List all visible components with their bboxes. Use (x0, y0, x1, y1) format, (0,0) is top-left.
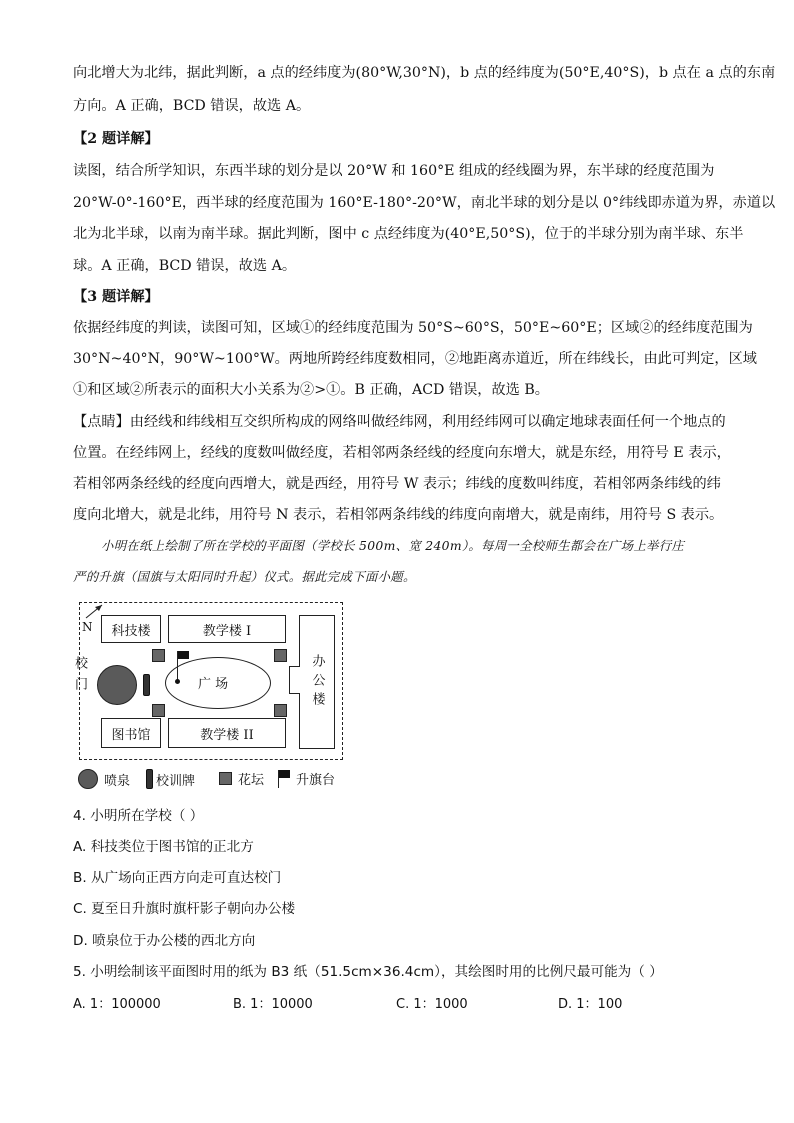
library-building (101, 718, 161, 748)
question-5-option-a: A. 1：100000 (73, 997, 161, 1012)
legend-motto-board (146, 769, 195, 789)
question-5-option-b: B. 1：10000 (233, 997, 313, 1012)
flag-icon (178, 651, 189, 659)
motto-board (143, 674, 150, 696)
fountain-legend-icon (78, 769, 98, 789)
legend-label: 喷泉 (104, 773, 131, 789)
question-4-option-d: D. 喷泉位于办公楼的西北方向 (73, 933, 256, 949)
legend-flag-platform (277, 769, 335, 788)
flower-bed-legend-icon (219, 772, 232, 785)
paragraph-line: 度向北增大，就是北纬，用符号 N 表示，若相邻两条纬线的纬度向南增大，就是南纬，用符号 S 表示。 (73, 507, 724, 523)
paragraph-line: 向北增大为北纬，据此判断，a 点的经纬度为(80°W,30°N)，b 点的经纬度为(50°E,40°S)，b 点在 a 点的东南 (73, 65, 776, 81)
teaching-building-1 (168, 615, 286, 643)
north-label: N (82, 620, 93, 634)
legend-fountain (78, 769, 130, 789)
motto-board-legend-icon (146, 769, 153, 789)
tech-building-label: 科技楼 (111, 623, 151, 639)
teaching-building-2 (168, 718, 286, 748)
legend-label: 升旗台 (296, 773, 336, 788)
paragraph-line: 北为北半球，以南为南半球。据此判断，图中 c 点经纬度为(40°E,50°S)，位于的半球分别为南半球、东半 (73, 226, 744, 242)
section-heading: 【2 题详解】 (73, 131, 159, 147)
question-4-stem: 4. 小明所在学校（ ） (73, 808, 204, 824)
question-4-option-a: A. 科技类位于图书馆的正北方 (73, 839, 254, 855)
paragraph-line: ①和区域②所表示的面积大小关系为②>①。B 正确，ACD 错误，故选 B。 (73, 382, 549, 398)
tech-building (101, 615, 161, 643)
library-label: 图书馆 (111, 727, 151, 743)
fountain (97, 665, 137, 705)
paragraph-line: 球。A 正确，BCD 错误，故选 A。 (73, 258, 297, 274)
legend-flower-bed (219, 769, 264, 788)
question-5-option-c: C. 1：1000 (396, 997, 468, 1012)
office-building (299, 615, 335, 749)
intro-line: 小明在纸上绘制了所在学校的平面图（学校长 500m、宽 240m）。每周一全校师生都会在广场上举行庄 (101, 538, 685, 553)
flower-bed (274, 704, 287, 717)
question-5-stem: 5. 小明绘制该平面图时用的纸为 B3 纸（51.5cm×36.4cm），其绘图时用的比例尺最可能为（ ） (73, 964, 663, 980)
school-plan-map (68, 598, 358, 798)
paragraph-line: 【点睛】由经线和纬线相互交织所构成的网络叫做经纬网，利用经纬网可以确定地球表面任何一个地点的 (73, 414, 726, 430)
question-4-option-b: B. 从广场向正西方向走可直达校门 (73, 870, 282, 886)
teaching-building-2-label: 教学楼 II (200, 727, 254, 743)
teaching-building-1-label: 教学楼 I (202, 623, 252, 639)
office-entrance (289, 666, 300, 694)
legend-label: 花坛 (238, 773, 265, 788)
paragraph-line: 20°W-0°-160°E，西半球的经度范围为 160°E-180°-20°W，南北半球的划分是以 0°纬线即赤道为界，赤道以 (73, 195, 776, 211)
intro-line: 严的升旗（国旗与太阳同时升起）仪式。据此完成下面小题。 (73, 569, 416, 584)
paragraph-line: 依据经纬度的判读，读图可知，区域①的经纬度范围为 50°S~60°S，50°E~60°E；区域②的经纬度范围为 (73, 320, 753, 336)
paragraph-line: 若相邻两条经线的经度向西增大，就是西经，用符号 W 表示；纬线的度数叫纬度，若相邻两条纬线的纬 (73, 476, 721, 492)
question-4-option-c: C. 夏至日升旗时旗杆影子朝向办公楼 (73, 901, 296, 917)
flower-bed (152, 649, 165, 662)
question-5-option-d: D. 1：100 (558, 997, 623, 1012)
section-heading: 【3 题详解】 (73, 289, 159, 305)
paragraph-line: 方向。A 正确，BCD 错误，故选 A。 (73, 98, 311, 114)
flag-platform-dot (175, 679, 180, 684)
paragraph-line: 30°N~40°N，90°W~100°W。两地所跨经纬度数相同，②地距离赤道近，所在纬线长，由此可判定，区域 (73, 351, 757, 367)
office-building-label: 办公楼 (309, 653, 325, 711)
legend-label: 校训牌 (156, 773, 196, 789)
paragraph-line: 位置。在经纬网上，经线的度数叫做经度，若相邻两条经线的经度向东增大，就是东经，用符号 E 表示， (73, 445, 731, 461)
flower-bed (152, 704, 165, 717)
flag-platform-legend-icon (277, 770, 291, 788)
flower-bed (274, 649, 287, 662)
plaza-label: 广 场 (198, 677, 229, 692)
paragraph-line: 读图，结合所学知识，东西半球的划分是以 20°W 和 160°E 组成的经线圈为界，东半球的经度范围为 (73, 163, 715, 179)
school-gate-label: 校门 (72, 656, 87, 698)
